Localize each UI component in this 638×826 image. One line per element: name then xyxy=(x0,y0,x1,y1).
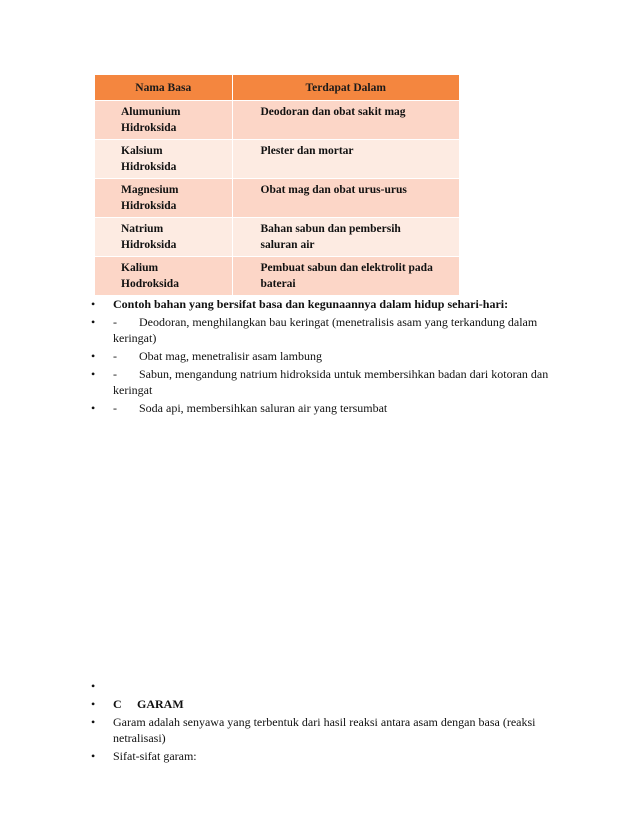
bullet-icon: • xyxy=(91,367,96,381)
list-item xyxy=(87,696,557,712)
bullet-icon: • xyxy=(91,679,96,693)
base-use-cell: Deodoran dan obat sakit mag xyxy=(232,101,459,140)
examples-list xyxy=(87,296,557,418)
bullet-icon: • xyxy=(91,349,96,363)
bullet-icon: • xyxy=(91,749,96,763)
garam-definition: Garam adalah senyawa yang terbentuk dari hasil reaksi antara asam dengan basa (reaksi xyxy=(113,715,536,729)
item-text: Deodoran, menghilangkan bau keringat (menetralisis asam yang terkandung dalam xyxy=(139,315,538,329)
section-letter: C xyxy=(113,697,122,711)
item-text-cont: keringat) xyxy=(113,331,157,345)
bullet-icon: • xyxy=(91,297,96,311)
list-item xyxy=(87,314,557,346)
header-nama-basa: Nama Basa xyxy=(95,75,232,101)
item-text: Obat mag, menetralisir asam lambung xyxy=(139,349,322,363)
list-item xyxy=(87,366,557,398)
table-row xyxy=(95,140,459,179)
base-use-cell: Bahan sabun dan pembersih saluran air xyxy=(232,218,459,257)
list-item xyxy=(87,348,557,364)
examples-heading: Contoh bahan yang bersifat basa dan kegunaannya dalam hidup sehari-hari: xyxy=(113,297,509,311)
base-name-cell: Kalium Hodroksida xyxy=(95,257,232,296)
base-name-cell: Magnesium Hidroksida xyxy=(95,179,232,218)
base-name-cell: Kalsium Hidroksida xyxy=(95,140,232,179)
table-row xyxy=(95,257,459,296)
list-item xyxy=(87,296,557,312)
table-row xyxy=(95,179,459,218)
list-item xyxy=(87,714,557,746)
base-use-cell: Plester dan mortar xyxy=(232,140,459,179)
bullet-icon: • xyxy=(91,715,96,729)
garam-definition-cont: netralisasi) xyxy=(113,731,166,745)
dash-marker: - xyxy=(113,315,117,329)
garam-list xyxy=(87,678,557,766)
list-item xyxy=(87,748,557,764)
section-title: GARAM xyxy=(137,697,184,711)
header-terdapat-dalam: Terdapat Dalam xyxy=(232,75,459,101)
base-name-cell: Alumunium Hidroksida xyxy=(95,101,232,140)
bullet-icon: • xyxy=(91,315,96,329)
base-name-cell: Natrium Hidroksida xyxy=(95,218,232,257)
item-text: Soda api, membersihkan saluran air yang tersumbat xyxy=(139,401,388,415)
bullet-icon: • xyxy=(91,697,96,711)
base-table xyxy=(95,75,459,295)
base-use-cell: Obat mag dan obat urus-urus xyxy=(232,179,459,218)
list-item-empty xyxy=(87,678,557,694)
item-text: Sabun, mengandung natrium hidroksida untuk membersihkan badan dari kotoran dan xyxy=(139,367,549,381)
garam-properties: Sifat-sifat garam: xyxy=(113,749,197,763)
dash-marker: - xyxy=(113,401,117,415)
table-header-row xyxy=(95,75,459,101)
dash-marker: - xyxy=(113,367,117,381)
list-item xyxy=(87,400,557,416)
table-row xyxy=(95,218,459,257)
base-use-cell: Pembuat sabun dan elektrolit pada baterai xyxy=(232,257,459,296)
item-text-cont: keringat xyxy=(113,383,153,397)
bullet-icon: • xyxy=(91,401,96,415)
dash-marker: - xyxy=(113,349,117,363)
table-row xyxy=(95,101,459,140)
